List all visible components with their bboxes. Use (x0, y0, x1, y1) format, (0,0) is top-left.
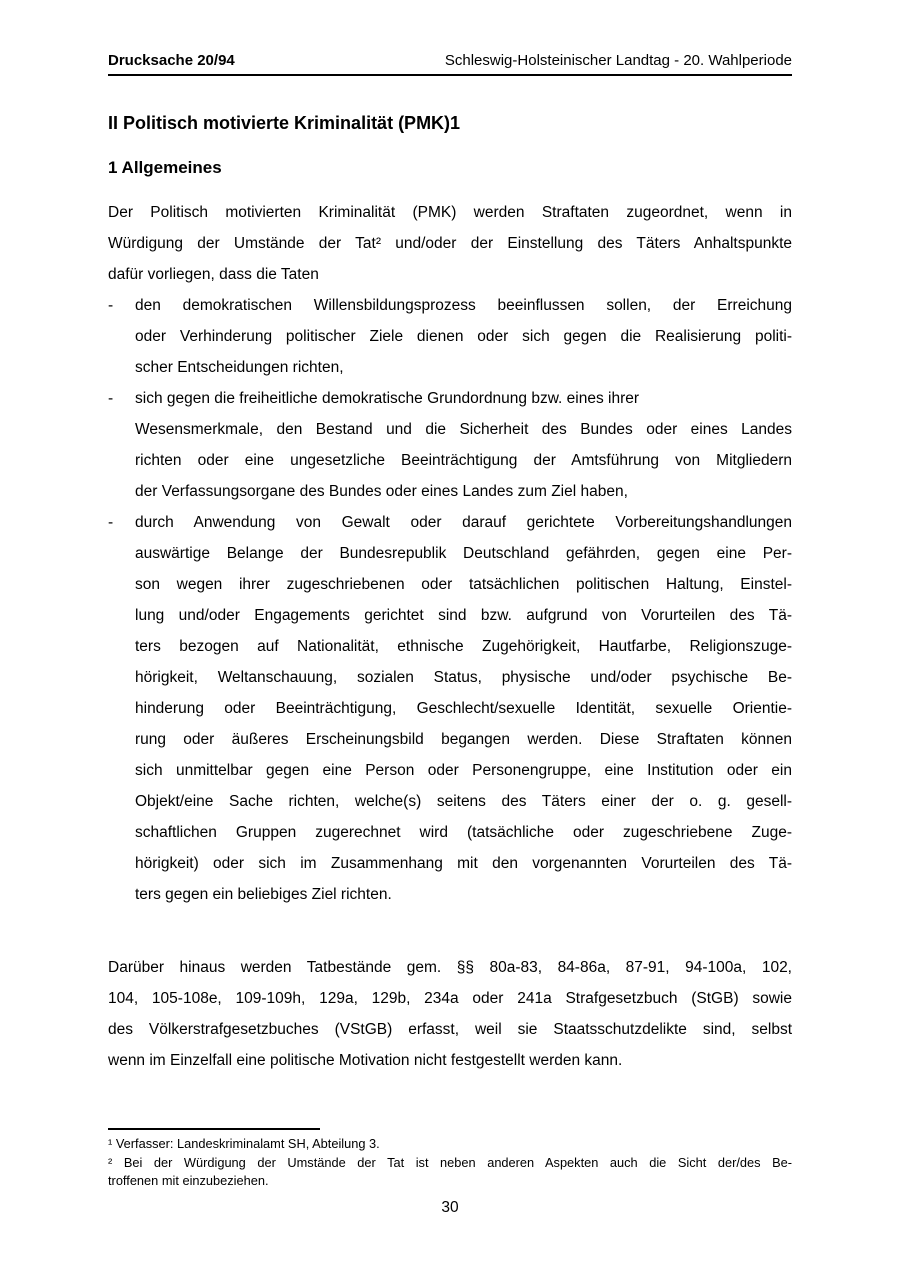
footnote-1 (108, 1135, 792, 1154)
text-line: ¹ Verfasser: Landeskriminalamt SH, Abteilung 3. (108, 1136, 380, 1151)
item-text (135, 507, 792, 910)
text-line: sich gegen die freiheitliche demokratische Grundordnung bzw. eines ihrer (135, 390, 640, 407)
text-line: Würdigung der Umstände der Tat² und/oder der Einstellung des Täters Anhaltspunkte (108, 235, 792, 252)
text-line: rung oder äußeres Erscheinungsbild begangen werden. Diese Straftaten können (135, 731, 792, 748)
text-line: Darüber hinaus werden Tatbestände gem. §§ 80a-83, 84-86a, 87-91, 94-100a, 102, (108, 959, 792, 976)
intro-paragraph (108, 197, 792, 290)
text-line: scher Entscheidungen richten, (135, 359, 344, 376)
item-text (135, 383, 792, 507)
text-line: Objekt/eine Sache richten, welche(s) seitens des Täters einer der o. g. gesell- (135, 793, 792, 810)
bullet-item (108, 507, 792, 910)
text-line: hinderung oder Beeinträchtigung, Geschlecht/sexuelle Identität, sexuelle Orientie- (135, 700, 792, 717)
bullet-item (108, 290, 792, 383)
text-line: ters gegen ein beliebiges Ziel richten. (135, 886, 392, 903)
text-line: oder Verhinderung politischer Ziele dienen oder sich gegen die Realisierung politi- (135, 328, 792, 345)
item-text (135, 290, 792, 383)
text-line: sich unmittelbar gegen eine Person oder Personengruppe, eine Institution oder ein (135, 762, 792, 779)
footnote-2 (108, 1154, 792, 1191)
text-line: Der Politisch motivierten Kriminalität (PMK) werden Straftaten zugeordnet, wenn in (108, 204, 792, 221)
section-heading: 1 Allgemeines (108, 158, 222, 177)
text-line: son wegen ihrer zugeschriebenen oder tatsächlichen politischen Haltung, Einstel- (135, 576, 792, 593)
footnotes-section (108, 1128, 792, 1191)
document-title: II Politisch motivierte Kriminalität (PMK)1 (108, 113, 461, 133)
text-line: ² Bei der Würdigung der Umstände der Tat ist neben anderen Aspekten auch die Sicht der/des Be- (108, 1154, 792, 1170)
header-doc-number: Drucksache 20/94 (108, 52, 235, 69)
bullet-marker: - (108, 390, 114, 407)
header-parliament-title: Schleswig-Holsteinischer Landtag - 20. Wahlperiode (444, 52, 792, 69)
text-line: auswärtige Belange der Bundesrepublik Deutschland gefährden, gegen eine Per- (135, 545, 792, 562)
text-line: hörigkeit, Weltanschauung, sozialen Status, physische und/oder psychische Be- (135, 669, 792, 686)
text-line: den demokratischen Willensbildungsprozess beeinflussen sollen, der Erreichung (135, 297, 792, 314)
text-line: wenn im Einzelfall eine politische Motivation nicht festgestellt werden kann. (108, 1052, 623, 1069)
page-number: 30 (441, 1198, 459, 1216)
page-header (108, 52, 792, 76)
text-line: 104, 105-108e, 109-109h, 129a, 129b, 234a oder 241a Strafgesetzbuch (StGB) sowie (108, 990, 792, 1007)
text-line: schaftlichen Gruppen zugerechnet wird (tatsächliche oder zugeschriebene Zuge- (135, 824, 792, 841)
bullet-marker: - (108, 514, 114, 531)
text-line: dafür vorliegen, dass die Taten (108, 266, 319, 283)
text-line: lung und/oder Engagements gerichtet sind bzw. aufgrund von Vorurteilen des Tä- (135, 607, 792, 624)
text-line: richten oder eine ungesetzliche Beeinträchtigung der Amtsführung von Mitgliedern (135, 452, 792, 469)
text-line: troffenen mit einzubeziehen. (108, 1173, 269, 1188)
text-line: durch Anwendung von Gewalt oder darauf gerichtete Vorbereitungshandlungen (135, 514, 792, 531)
text-line: Wesensmerkmale, den Bestand und die Sicherheit des Bundes oder eines Landes (135, 421, 792, 438)
text-line: ters bezogen auf Nationalität, ethnische Zugehörigkeit, Hautfarbe, Religionszuge- (135, 638, 792, 655)
text-line: der Verfassungsorgane des Bundes oder eines Landes zum Ziel haben, (135, 483, 628, 500)
bullet-list (108, 290, 792, 910)
bullet-marker: - (108, 297, 114, 314)
closing-paragraph (108, 952, 792, 1076)
text-line: des Völkerstrafgesetzbuches (VStGB) erfasst, weil sie Staatsschutzdelikte sind, selbst (108, 1021, 792, 1038)
text-line: hörigkeit) oder sich im Zusammenhang mit den vorgenannten Vorurteilen des Tä- (135, 855, 792, 872)
bullet-item (108, 383, 792, 507)
footnote-separator (108, 1128, 320, 1130)
